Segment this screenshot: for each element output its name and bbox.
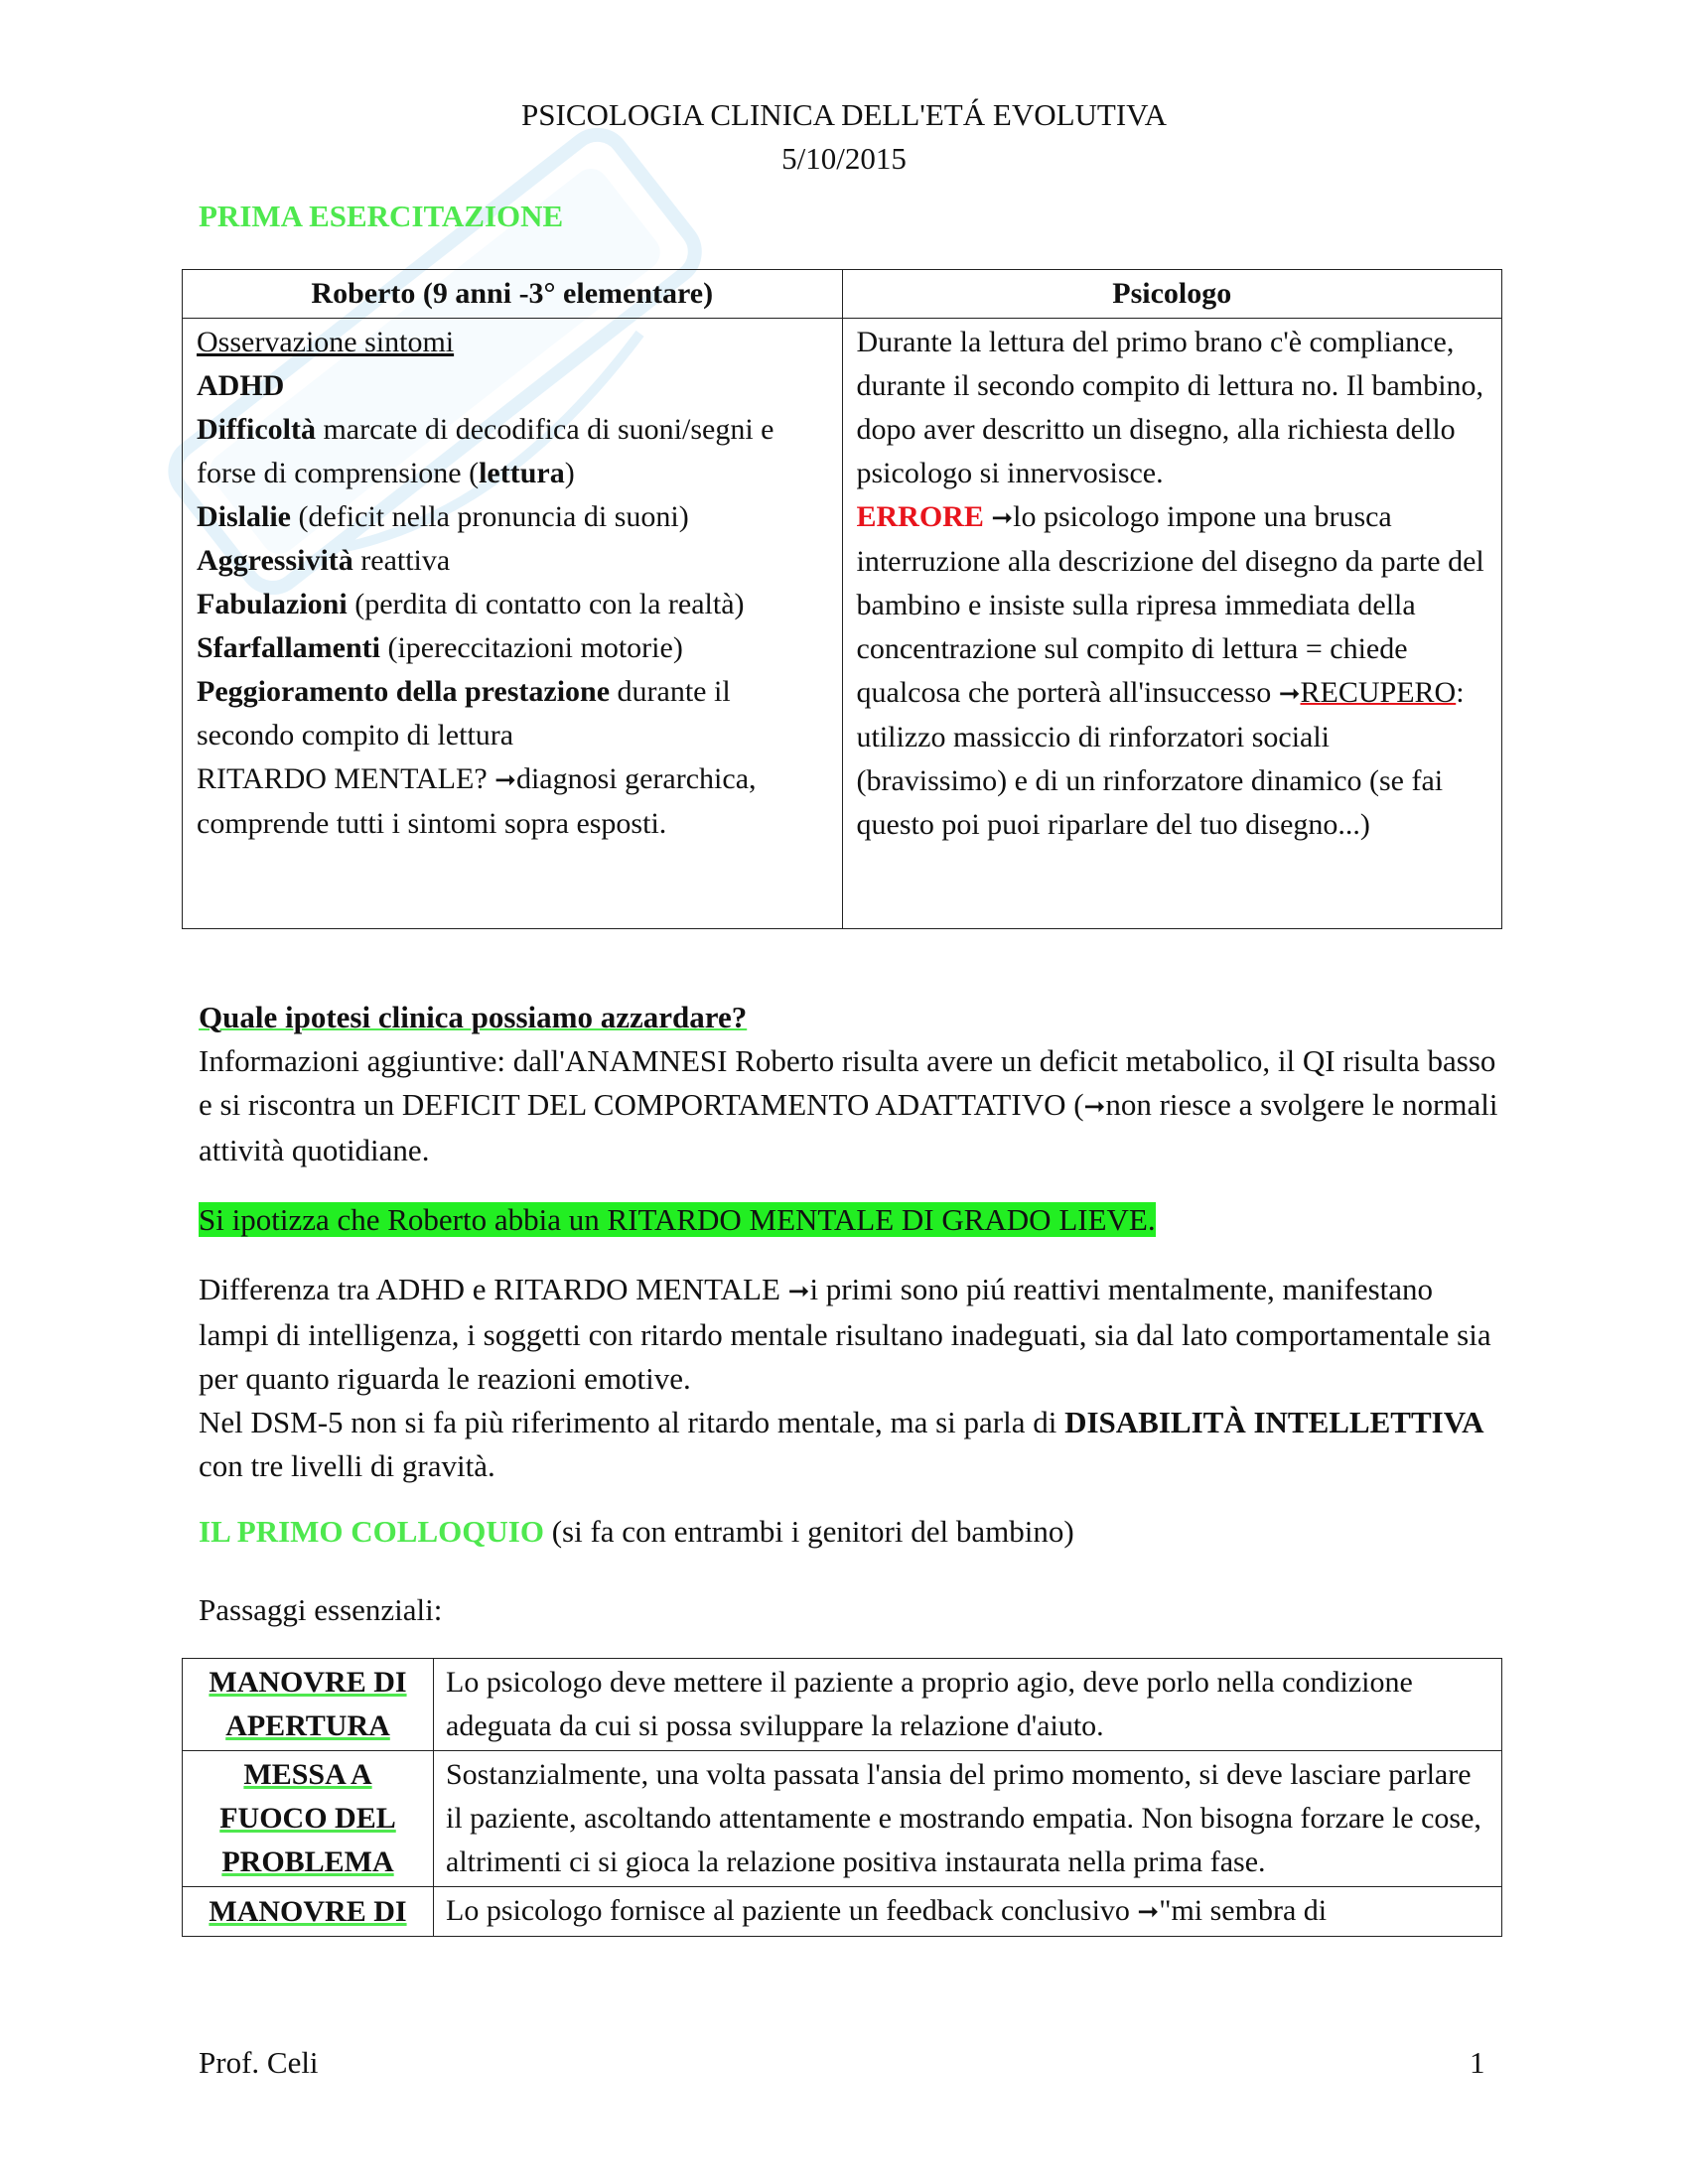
symptom-sfarfallamenti: Sfarfallamenti (ipereccitazioni motorie) xyxy=(197,631,683,664)
adhd-vs-ritardo-paragraph: Differenza tra ADHD e RITARDO MENTALE ➞i primi sono piú reattivi mentalmente, manifestano lampi di intelligenza, i soggetti con ritardo mentale risultano inadeguati, sia dal lato comportamentale sia per quanto riguarda le reazioni emotive. Nel DSM-5 non si fa più riferimento al ritardo mentale, ma si parla di DISABILITÀ INTELLETTIVA con tre livelli di gravità. xyxy=(199,1272,1491,1483)
symptom-adhd: ADHD xyxy=(197,369,285,402)
arrow-icon: ➞ xyxy=(1278,679,1301,709)
document-date: 5/10/2015 xyxy=(781,141,907,176)
symptom-ritardo-mentale: RITARDO MENTALE? ➞diagnosi gerarchica, comprende tutti i sintomi sopra esposti. xyxy=(197,762,757,840)
table-header-psicologo: Psicologo xyxy=(842,270,1502,319)
symptom-difficolta: Difficoltà marcate di decodifica di suoni/segni e forse di comprensione (lettura) xyxy=(197,413,774,489)
symptom-aggressivita: Aggressività reattiva xyxy=(197,544,451,577)
step-text: Lo psicologo fornisce al paziente un feedback conclusivo ➞"mi sembra di xyxy=(434,1887,1502,1937)
section-title-primo-colloquio: IL PRIMO COLLOQUIO (si fa con entrambi i genitori del bambino) xyxy=(199,1514,1074,1549)
symptoms-cell xyxy=(183,319,843,929)
step-key: MESSA A FUOCO DEL PROBLEMA xyxy=(183,1751,434,1887)
document-title: PSICOLOGIA CLINICA DELL'ETÁ EVOLUTIVA xyxy=(521,97,1167,132)
step-key: MANOVRE DI APERTURA xyxy=(183,1659,434,1751)
arrow-icon: ➞ xyxy=(494,765,516,795)
recovery-description: : utilizzo massiccio di rinforzatori sociali (bravissimo) e di un rinforzatore dinamico (se fai questo poi puoi riparlare del tuo disegno...) xyxy=(856,676,1465,841)
symptom-fabulazioni: Fabulazioni (perdita di contatto con la realtà) xyxy=(197,588,745,620)
steps-table xyxy=(182,1658,1502,1937)
hypothesis-highlight: Si ipotizza che Roberto abbia un RITARDO MENTALE DI GRADO LIEVE. xyxy=(199,1202,1156,1237)
table-header-roberto: Roberto (9 anni -3° elementare) xyxy=(183,270,843,319)
symptom-dislalie: Dislalie (deficit nella pronuncia di suoni) xyxy=(197,500,689,533)
arrow-icon: ➞ xyxy=(1083,1092,1106,1122)
section-title-prima-esercitazione: PRIMA ESERCITAZIONE xyxy=(199,199,564,233)
footer-professor: Prof. Celi xyxy=(199,2045,319,2080)
additional-info: Informazioni aggiuntive: dall'ANAMNESI Roberto risulta avere un deficit metabolico, il QI risulta basso e si riscontra un DEFICIT DEL COMPORTAMENTO ADATTATIVO (➞non riesce a svolgere le normali attività quotidiane. xyxy=(199,1043,1498,1167)
passaggi-label: Passaggi essenziali: xyxy=(199,1592,443,1627)
symptom-peggioramento: Peggioramento della prestazione durante il secondo compito di lettura xyxy=(197,675,731,751)
step-text: Sostanzialmente, una volta passata l'ansia del primo momento, si deve lasciare parlare il paziente, ascoltando attentamente e mostrando empatia. Non bisogna forzare le cose, altrimenti ci si gioca la relazione positiva instaurata nella prima fase. xyxy=(434,1751,1502,1887)
error-label: ERRORE xyxy=(856,500,984,533)
page-number: 1 xyxy=(1470,2045,1485,2080)
step-text: Lo psicologo deve mettere il paziente a proprio agio, deve porlo nella condizione adeguata da cui si possa sviluppare la relazione d'aiuto. xyxy=(434,1659,1502,1751)
case-table xyxy=(182,269,1502,929)
psychologist-observation: Durante la lettura del primo brano c'è compliance, durante il secondo compito di lettura no. Il bambino, dopo aver descritto un disegno, alla richiesta dello psicologo si innervosisce. xyxy=(856,326,1484,489)
step-key: MANOVRE DI xyxy=(183,1887,434,1937)
table-row xyxy=(183,1887,1502,1937)
clinical-question: Quale ipotesi clinica possiamo azzardare? xyxy=(199,1000,748,1034)
recovery-label: RECUPERO xyxy=(1300,676,1457,709)
table-row xyxy=(183,1751,1502,1887)
error-description: lo psicologo impone una brusca interruzione alla descrizione del disegno da parte del bambino e insiste sulla ripresa immediata della concentrazione sul compito di lettura = chiede qualcosa che porterà all'insuccesso xyxy=(856,500,1484,709)
table-row xyxy=(183,1659,1502,1751)
arrow-icon: ➞ xyxy=(787,1277,810,1306)
symptoms-title: Osservazione sintomi xyxy=(197,326,455,358)
psychologist-cell xyxy=(842,319,1502,929)
arrow-icon: ➞ xyxy=(1137,1897,1160,1927)
arrow-icon: ➞ xyxy=(991,503,1014,533)
